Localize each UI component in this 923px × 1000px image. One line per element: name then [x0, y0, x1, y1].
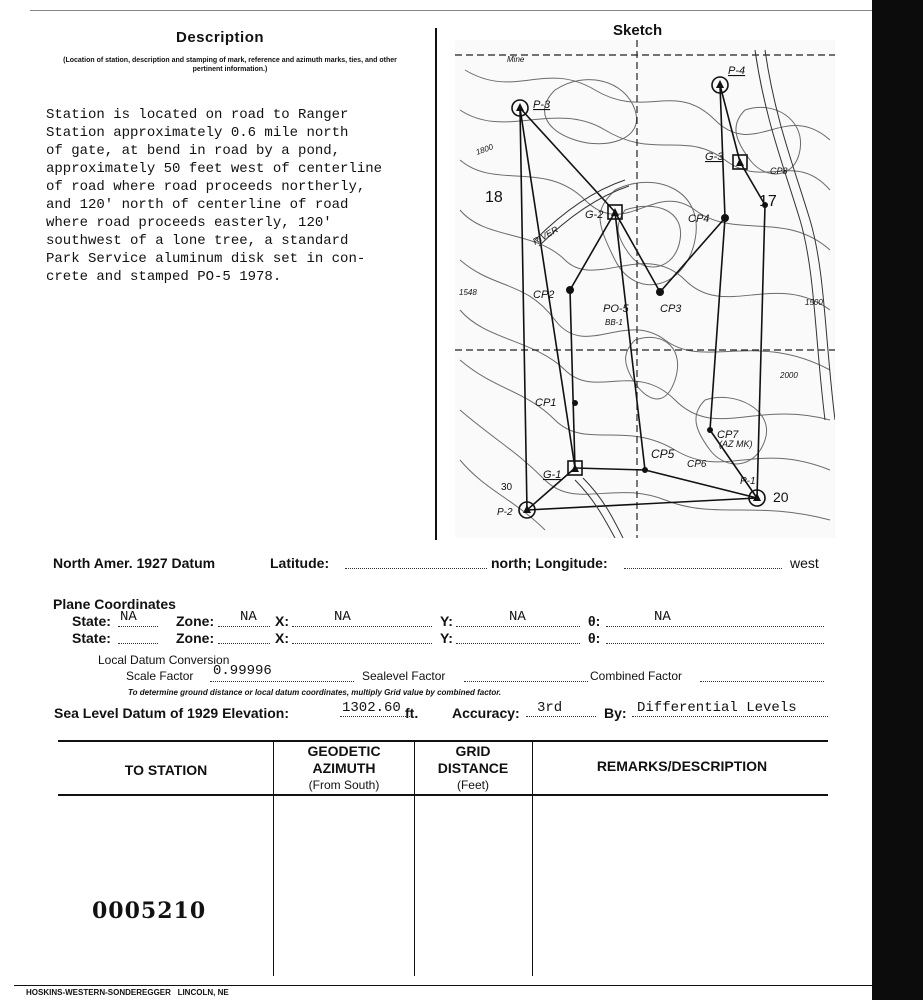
column-header-grid-distance — [420, 743, 526, 794]
grid-distance-sub: (Feet) — [456, 778, 489, 792]
label-cp5: CP5 — [651, 447, 675, 461]
description-line: where road proceeds easterly, 120' — [46, 215, 332, 231]
zone-value: NA — [240, 609, 257, 625]
x-label: X: — [275, 613, 289, 629]
by-value: Differential Levels — [637, 700, 797, 716]
accuracy-value: 3rd — [537, 700, 563, 716]
x-label-2: X: — [275, 630, 289, 646]
label-cp1: CP1 — [535, 397, 557, 409]
zone-label: Zone: — [176, 613, 215, 629]
state-label-2: State: — [72, 630, 111, 646]
description-subheading: (Location of station, description and stamping of mark, reference and azimuth marks, ties, and other pertinent information.) — [63, 57, 397, 73]
y-value: NA — [509, 609, 526, 625]
sketch-map — [455, 40, 835, 538]
elevation-unit: ft. — [405, 705, 419, 721]
table-top-border — [58, 740, 828, 742]
label-section-17: 17 — [759, 193, 777, 210]
combined-factor-note: To determine ground distance or local datum coordinates, multiply Grid value by combined factor. — [128, 688, 502, 697]
elevation-label: Sea Level Datum of 1929 Elevation: — [54, 705, 289, 721]
description-text — [46, 88, 382, 304]
by-field — [632, 716, 828, 717]
description-line: Station is located on road to Ranger — [46, 107, 349, 123]
document-number: 0005210 — [92, 898, 207, 924]
footer-border — [14, 985, 872, 986]
sealevel-factor-label: Sealevel Factor — [362, 669, 446, 683]
scan-edge — [872, 0, 923, 1000]
scale-factor-value: 0.99996 — [213, 663, 272, 679]
label-num-30: 30 — [501, 482, 513, 493]
label-river: RIVER — [531, 224, 560, 247]
state-label: State: — [72, 613, 111, 629]
geodetic-azimuth-title: GEODETIC AZIMUTH — [307, 743, 381, 776]
label-contour-1500: 1500 — [805, 298, 823, 307]
description-line: Park Service aluminum disk set in con- — [46, 251, 366, 267]
label-p2: P-2 — [497, 507, 513, 518]
theta-field — [606, 626, 824, 627]
west-label: west — [790, 555, 819, 571]
label-cp7: CP7 — [717, 429, 739, 441]
geodetic-azimuth-sub: (From South) — [308, 778, 380, 792]
label-cp8: CP8 — [770, 166, 788, 176]
sketch-heading: Sketch — [613, 22, 663, 39]
longitude-label: north; Longitude: — [491, 555, 608, 571]
column-header-geodetic-azimuth — [284, 743, 404, 794]
footer-printer: HOSKINS-WESTERN-SONDEREGGER LINCOLN, NE — [26, 988, 229, 997]
label-cp4: CP4 — [688, 213, 710, 225]
elevation-value: 1302.60 — [342, 700, 401, 716]
label-num-20: 20 — [773, 489, 789, 505]
table-header-border — [58, 794, 828, 796]
combined-factor-label: Combined Factor — [590, 669, 683, 683]
zone-field-2 — [218, 643, 270, 644]
theta-label-2: θ: — [588, 630, 601, 646]
label-contour-2000: 2000 — [780, 371, 798, 380]
theta-field-2 — [606, 643, 824, 644]
label-contour-1548: 1548 — [459, 288, 477, 297]
theta-label: θ: — [588, 613, 601, 629]
zone-field — [218, 626, 270, 627]
label-g3: G-3 — [705, 151, 724, 163]
label-cp6: CP6 — [687, 459, 707, 470]
x-field-2 — [292, 643, 432, 644]
table-col-divider-2 — [414, 741, 415, 976]
accuracy-label: Accuracy: — [452, 705, 520, 721]
elevation-field — [340, 716, 410, 717]
latitude-field — [345, 568, 487, 569]
label-g2: G-2 — [585, 209, 604, 221]
label-mine: Mine — [507, 55, 525, 64]
label-g1: G-1 — [543, 469, 562, 481]
description-line: southwest of a lone tree, a standard — [46, 233, 349, 249]
label-p3: P-3 — [533, 99, 551, 111]
label-cp3: CP3 — [660, 303, 682, 315]
description-line: crete and stamped PO-5 1978. — [46, 269, 282, 285]
state-value: NA — [120, 609, 137, 625]
datum-prefix: North Amer. 1927 Datum — [53, 555, 216, 571]
x-value: NA — [334, 609, 351, 625]
label-cp2: CP2 — [533, 289, 555, 301]
scale-factor-label: Scale Factor — [126, 669, 194, 683]
y-field-2 — [456, 643, 580, 644]
label-po5-sub: BB-1 — [605, 318, 623, 327]
description-line: of road where road proceeds northerly, — [46, 179, 366, 195]
x-field — [292, 626, 432, 627]
theta-value: NA — [654, 609, 671, 625]
longitude-field — [624, 568, 782, 569]
plane-coordinates-heading: Plane Coordinates — [53, 596, 176, 612]
label-az-mk: (AZ MK) — [719, 439, 753, 449]
description-line: of gate, at bend in road by a pond, — [46, 143, 341, 159]
label-contour-1800: 1800 — [474, 142, 495, 157]
description-heading: Description — [176, 29, 265, 46]
column-header-to-station: TO STATION — [124, 762, 208, 778]
table-col-divider-3 — [532, 741, 533, 976]
y-field — [456, 626, 580, 627]
top-border — [30, 10, 872, 11]
description-line: and 120' north of centerline of road — [46, 197, 349, 213]
label-p1: P-1 — [740, 476, 756, 487]
y-label: Y: — [440, 613, 453, 629]
by-label: By: — [604, 705, 627, 721]
zone-label-2: Zone: — [176, 630, 215, 646]
label-section-18: 18 — [485, 189, 503, 206]
table-col-divider-1 — [273, 741, 274, 976]
combined-factor-field — [700, 681, 824, 682]
label-p4: P-4 — [728, 65, 746, 77]
column-header-remarks: REMARKS/DESCRIPTION — [596, 758, 768, 774]
state-field — [118, 626, 158, 627]
sealevel-factor-field — [464, 681, 588, 682]
latitude-label: Latitude: — [270, 555, 330, 571]
y-label-2: Y: — [440, 630, 453, 646]
accuracy-field — [526, 716, 596, 717]
label-po5: PO-5 — [603, 303, 629, 315]
description-line: Station approximately 0.6 mile north — [46, 125, 349, 141]
scale-factor-field — [210, 681, 354, 682]
description-line: approximately 50 feet west of centerline — [46, 161, 383, 177]
section-divider — [435, 28, 437, 540]
grid-distance-title: GRID DISTANCE — [437, 743, 509, 776]
local-datum-heading: Local Datum Conversion — [98, 653, 230, 667]
state-field-2 — [118, 643, 158, 644]
